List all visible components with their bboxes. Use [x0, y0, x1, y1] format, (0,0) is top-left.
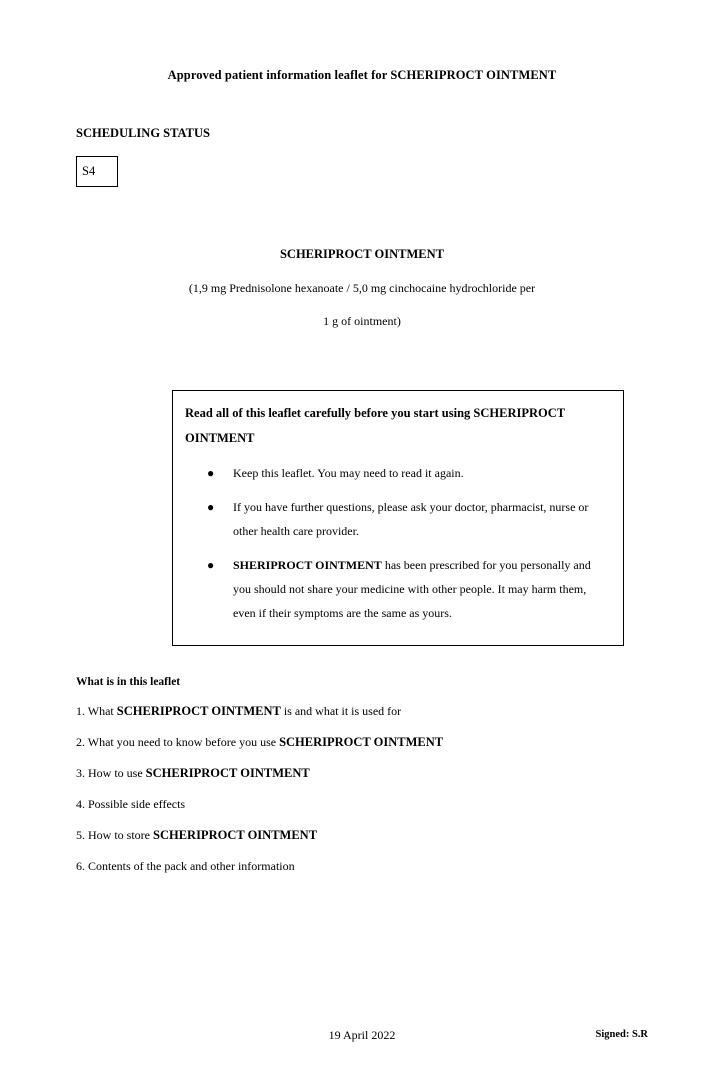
- toc-item-suffix: is and what it is used for: [280, 704, 402, 718]
- notice-list: [185, 461, 609, 625]
- page-footer: [76, 1028, 648, 1044]
- toc-item-bold: SCHERIPROCT OINTMENT: [279, 735, 444, 749]
- toc-item-prefix: 6. Contents of the pack and other information: [76, 859, 295, 873]
- list-item-text: If you have further questions, please ask your doctor, pharmacist, nurse or other health care provider.: [233, 500, 589, 538]
- list-item: [185, 553, 609, 625]
- list-item-text: Keep this leaflet. You may need to read it again.: [233, 466, 464, 480]
- list-item: [76, 704, 648, 719]
- footer-date: 19 April 2022: [328, 1028, 396, 1042]
- list-item: [185, 495, 609, 543]
- page-title: Approved patient information leaflet for SCHERIPROCT OINTMENT: [167, 68, 557, 82]
- document-page: [0, 68, 724, 1092]
- notice-heading: [185, 401, 609, 451]
- toc-item-bold: SCHERIPROCT OINTMENT: [145, 766, 310, 780]
- toc-item-bold: SCHERIPROCT OINTMENT: [116, 704, 281, 718]
- list-item: [76, 766, 648, 781]
- product-name-heading: SCHERIPROCT OINTMENT: [279, 247, 445, 261]
- toc-item-prefix: 1. What: [76, 704, 117, 718]
- toc-item-prefix: 2. What you need to know before you use: [76, 735, 280, 749]
- list-item: [185, 461, 609, 485]
- scheduling-status-label: SCHEDULING STATUS: [76, 126, 210, 140]
- list-item: [76, 859, 648, 874]
- list-item-text-bold: SHERIPROCT OINTMENT: [233, 558, 382, 572]
- list-item-text: has been prescribed for you personally and you should not share your medicine with other people. It may harm them, even if their symptoms are the same as yours.: [233, 558, 591, 620]
- strength-line-1: (1,9 mg Prednisolone hexanoate / 5,0 mg cinchocaine hydrochloride per: [188, 281, 536, 295]
- notice-heading-bold: SCHERIPROCT OINTMENT: [185, 406, 565, 445]
- notice-box: [172, 390, 624, 646]
- bullet-icon: ●: [207, 558, 215, 572]
- toc-item-prefix: 5. How to store: [76, 828, 153, 842]
- notice-heading-normal: Read all of this leaflet carefully before you start using: [185, 406, 474, 420]
- schedule-code-box: [76, 156, 118, 187]
- list-item: [76, 735, 648, 750]
- toc-item-bold: SCHERIPROCT OINTMENT: [153, 828, 318, 842]
- schedule-code-text: S4: [82, 164, 96, 178]
- bullet-icon: ●: [207, 500, 215, 514]
- strength-line-2: 1 g of ointment): [323, 314, 401, 328]
- list-item: [76, 797, 648, 812]
- leaflet-contents-list: [76, 704, 648, 874]
- leaflet-contents-heading: What is in this leaflet: [76, 676, 181, 688]
- toc-item-prefix: 3. How to use: [76, 766, 146, 780]
- footer-signature: Signed: S.R: [595, 1029, 648, 1040]
- toc-item-prefix: 4. Possible side effects: [76, 797, 186, 811]
- list-item: [76, 828, 648, 843]
- bullet-icon: ●: [207, 466, 215, 480]
